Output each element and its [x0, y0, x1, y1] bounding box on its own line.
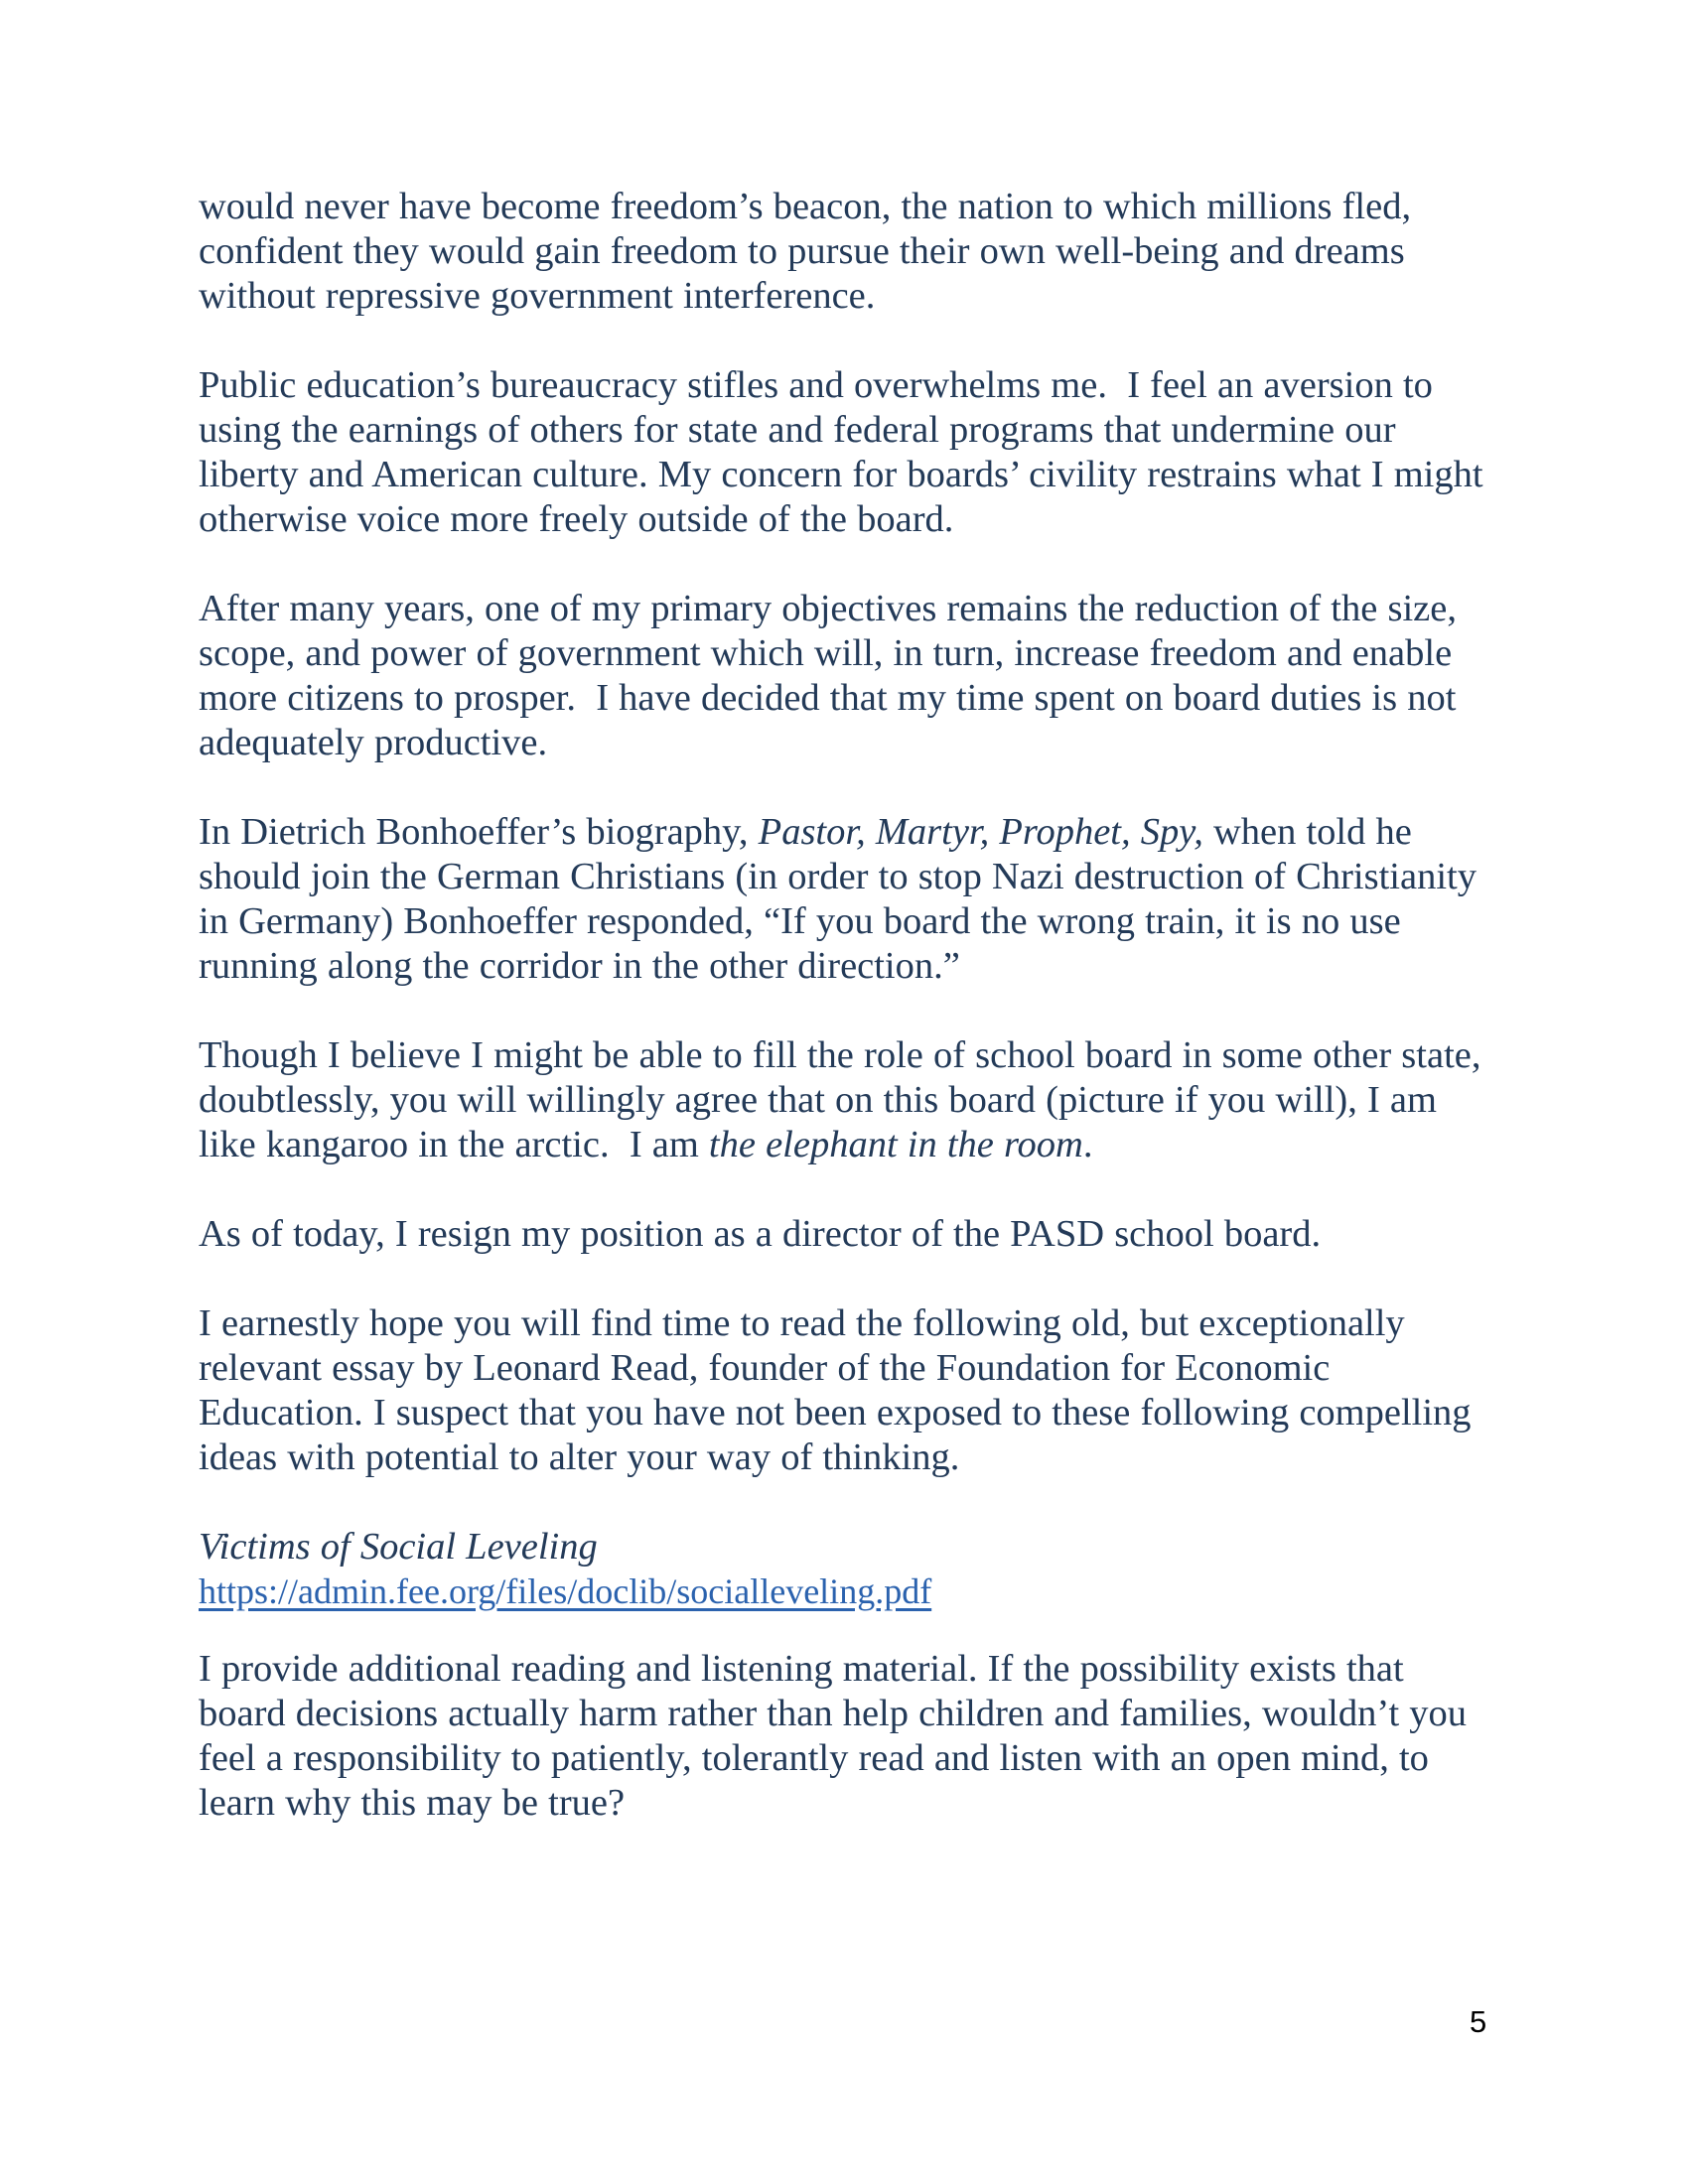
text-run: As of today, I resign my position as a director of the PASD school board. — [199, 1213, 1322, 1255]
text-run: would never have become freedom’s beacon, the nation to which millions fled, confident they would gain freedom to pursue their own well-being and dreams without repressive government interference. — [199, 186, 1422, 317]
text-run: . — [1082, 1124, 1093, 1165]
text-run: In Dietrich Bonhoeffer’s biography, — [199, 811, 759, 853]
italic-text-run: Victims of Social Leveling — [199, 1526, 598, 1568]
text-run: when told he should join the German Christians (in order to stop Nazi destruction of Christianity in Germany) Bonhoeffer responded, “If you board the wrong train, it is no use running along the corridor in the other direction.” — [199, 811, 1487, 987]
paragraph-essay-link — [199, 1570, 1496, 1614]
paragraph-closing-question — [199, 1647, 1496, 1826]
italic-text-run: the elephant in the room — [708, 1124, 1083, 1165]
italic-text-run: Pastor, Martyr, Prophet, Spy, — [758, 811, 1203, 853]
paragraph-intro-continuation — [199, 185, 1496, 319]
page-number: 5 — [1470, 2004, 1487, 2039]
paragraph-leonard-read — [199, 1301, 1496, 1480]
paragraph-objectives — [199, 587, 1496, 765]
document-body — [199, 185, 1496, 1870]
paragraph-essay-title — [199, 1525, 1496, 1570]
paragraph-bonhoeffer — [199, 810, 1496, 989]
paragraph-elephant-in-the-room — [199, 1033, 1496, 1167]
text-run: After many years, one of my primary objectives remains the reduction of the size, scope, and power of government which will, in turn, increase freedom and enable more citizens to prosper. I have decided that my time spent on board duties is not adequately productive. — [199, 588, 1468, 763]
paragraph-container — [199, 185, 1496, 1826]
text-run: Though I believe I might be able to fill the role of school board in some other state, doubtlessly, you will willingly agree that on this board (picture if you will), I am like kangaroo in the arctic. I am — [199, 1034, 1491, 1165]
text-run: I earnestly hope you will find time to read the following old, but exceptionally relevant essay by Leonard Read, founder of the Foundation for Economic Education. I suspect that you have not been exposed to these following compelling ideas with potential to alter your way of thinking. — [199, 1302, 1481, 1478]
paragraph-bureaucracy — [199, 363, 1496, 542]
text-run: Public education’s bureaucracy stifles and overwhelms me. I feel an aversion to using the earnings of others for state and federal programs that undermine our liberty and American culture. My concern for boards’ civility restrains what I might otherwise voice more freely outside of the board. — [199, 364, 1493, 540]
paragraph-resignation — [199, 1212, 1496, 1257]
text-run: I provide additional reading and listening material. If the possibility exists that board decisions actually harm rather than help children and families, wouldn’t you feel a responsibility to patiently, tolerantly read and listen with an open mind, to learn why this may be true? — [199, 1648, 1477, 1824]
document-hyperlink[interactable]: https://admin.fee.org/files/doclib/socialleveling.pdf — [199, 1571, 932, 1611]
